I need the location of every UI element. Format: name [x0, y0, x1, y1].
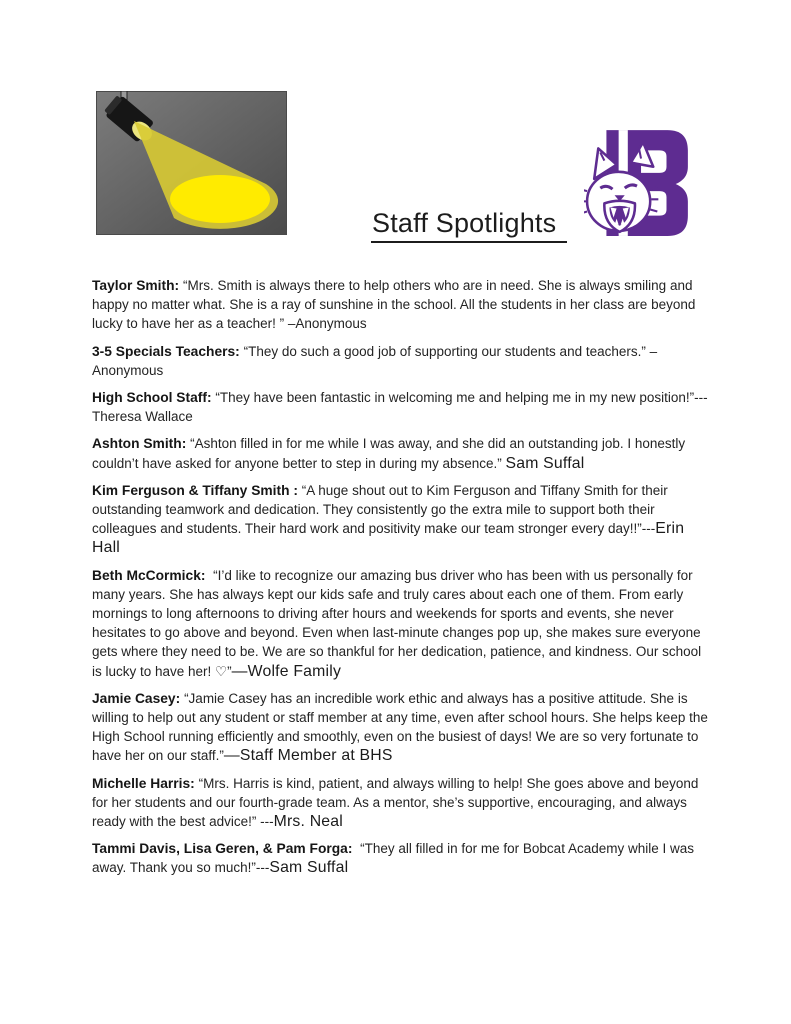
- spotlight-entry: Tammi Davis, Lisa Geren, & Pam Forga: “They all filled in for me for Bobcat Academy while I was away. Thank you so much!”---Sam Suffal: [92, 841, 698, 877]
- attribution: ---: [641, 521, 656, 537]
- staff-name: Michelle Harris: [92, 775, 191, 791]
- quote-text: “A huge shout out to Kim Ferguson and Tiffany Smith for their outstanding teamwork and dedication. They consistently go the extra mile to support both their colleagues and students. Their hard work and positivity make our team stronger every day!!”: [92, 482, 672, 537]
- quote-text: “They have been fantastic in welcoming me and helping me in my new position!”: [215, 390, 695, 406]
- quote-text: “Mrs. Smith is always there to help others who are in need. She is always smiling and happy no matter what. She is a ray of sunshine in the school. All the students in her class are beyond lucky to have her as a teacher! ”: [92, 278, 700, 332]
- quote-text: “Mrs. Harris is kind, patient, and always willing to help! She goes above and beyond for her students and our fourth-grade team. As a mentor, she’s supportive, encouraging, and always ready with the best advice!”: [92, 775, 703, 830]
- spotlight-entry: Jamie Casey: “Jamie Casey has an incredible work ethic and always has a positive attitude. She is willing to help out any student or staff member at any time, even after school hours. She helps keep the High School running efficiently and smoothly, even on the busiest of days! We are so very fortunate to have her on our staff.”—Staff Member at BHS: [92, 690, 712, 765]
- bobcat-letter-b-logo: [584, 126, 694, 238]
- attribution: – Anonymous: [92, 343, 661, 378]
- staff-name: Ashton Smith: [92, 436, 182, 452]
- staff-name: Tammi Davis, Lisa Geren, & Pam Forga: [92, 841, 348, 857]
- spotlight-entry: Ashton Smith: “Ashton filled in for me while I was away, and she did an outstanding job. I honestly couldn’t have asked for anyone better to step in during my absence.” Sam Suffal: [92, 436, 689, 472]
- bobcat-b-icon: [584, 126, 694, 238]
- staff-name: Taylor Smith: [92, 278, 175, 293]
- staff-name: Beth McCormick: [92, 567, 201, 583]
- staff-name: Jamie Casey: [92, 690, 176, 706]
- attribution-name: —Wolfe Family: [231, 662, 342, 680]
- attribution-name: Sam Suffal: [505, 454, 585, 472]
- spotlight-entry: Michelle Harris: “Mrs. Harris is kind, patient, and always willing to help! She goes above and beyond for her students and our fourth-grade team. As a mentor, she’s supportive, encouraging, and always ready with the best advice!” ---Mrs. Neal: [92, 775, 703, 831]
- quote-text: “Ashton filled in for me while I was away, and she did an outstanding job. I honestly couldn’t have asked for anyone better to step in during my absence.”: [92, 436, 689, 471]
- quote-text: “I’d like to recognize our amazing bus driver who has been with us personally for many years. She has always kept our kids safe and truly cares about each one of them. From early mornings to long afternoons to driving after hours and weekends for sports and events, she never hesitates to go above and beyond. Even when last-minute changes pop up, she makes sure everyone gets where they need to be. We are so thankful for her dedication, patience, and kindness. Our school is lucky to have her! ♡”: [92, 567, 705, 679]
- spotlight-entry: Kim Ferguson & Tiffany Smith : “A huge shout out to Kim Ferguson and Tiffany Smith for their outstanding teamwork and dedication. They consistently go the extra mile to support both their colleagues and students. Their hard work and positivity make our team stronger every day!!”---Erin Hall: [92, 482, 689, 557]
- staff-name: High School Staff: [92, 390, 207, 406]
- page-title: Staff Spotlights: [371, 208, 567, 243]
- attribution-name: Sam Suffal: [269, 859, 349, 877]
- attribution: –Anonymous: [284, 316, 367, 332]
- quote-text: “They all filled in for me for Bobcat Academy while I was away. Thank you so much!”: [92, 841, 698, 876]
- quote-text: “They do such a good job of supporting our students and teachers.”: [243, 343, 646, 359]
- quote-text: “Jamie Casey has an incredible work ethic and always has a positive attitude. She is willing to help out any student or staff member at any time, even after school hours. She helps keep the High School running efficiently and smoothly, even on the busiest of days! We are so very fortunate to have her on our staff.”: [92, 690, 712, 764]
- attribution-name: —Staff Member at BHS: [223, 747, 393, 765]
- spotlight-icon: [96, 91, 287, 235]
- spotlight-entry: 3-5 Specials Teachers: “They do such a good job of supporting our students and teachers.” – Anonymous: [92, 343, 661, 378]
- attribution: ---Theresa Wallace: [92, 390, 708, 425]
- attribution-name: Mrs. Neal: [273, 813, 343, 831]
- attribution-name: Erin Hall: [92, 520, 689, 557]
- staff-name: 3-5 Specials Teachers: [92, 343, 236, 359]
- spotlight-entries: [92, 276, 712, 886]
- stage-spotlight-image: [96, 91, 287, 235]
- spotlight-entry: High School Staff: “They have been fantastic in welcoming me and helping me in my new position!”---Theresa Wallace: [92, 390, 708, 425]
- staff-name: Kim Ferguson & Tiffany Smith: [92, 482, 290, 498]
- attribution: ---: [255, 860, 270, 876]
- attribution: ---: [256, 814, 274, 830]
- spotlight-entry: Beth McCormick: “I’d like to recognize our amazing bus driver who has been with us personally for many years. She has always kept our kids safe and truly cares about each one of them. From early mornings to long afternoons to driving after hours and weekends for sports and events, she never hesitates to go above and beyond. Even when last-minute changes pop up, she makes sure everyone gets where they need to be. We are so thankful for her dedication, patience, and kindness. Our school is lucky to have her! ♡”—Wolfe Family: [92, 567, 705, 680]
- spotlight-entry: Taylor Smith: “Mrs. Smith is always there to help others who are in need. She is always smiling and happy no matter what. She is a ray of sunshine in the school. All the students in her class are beyond lucky to have her as a teacher! ” –Anonymous: [92, 278, 700, 332]
